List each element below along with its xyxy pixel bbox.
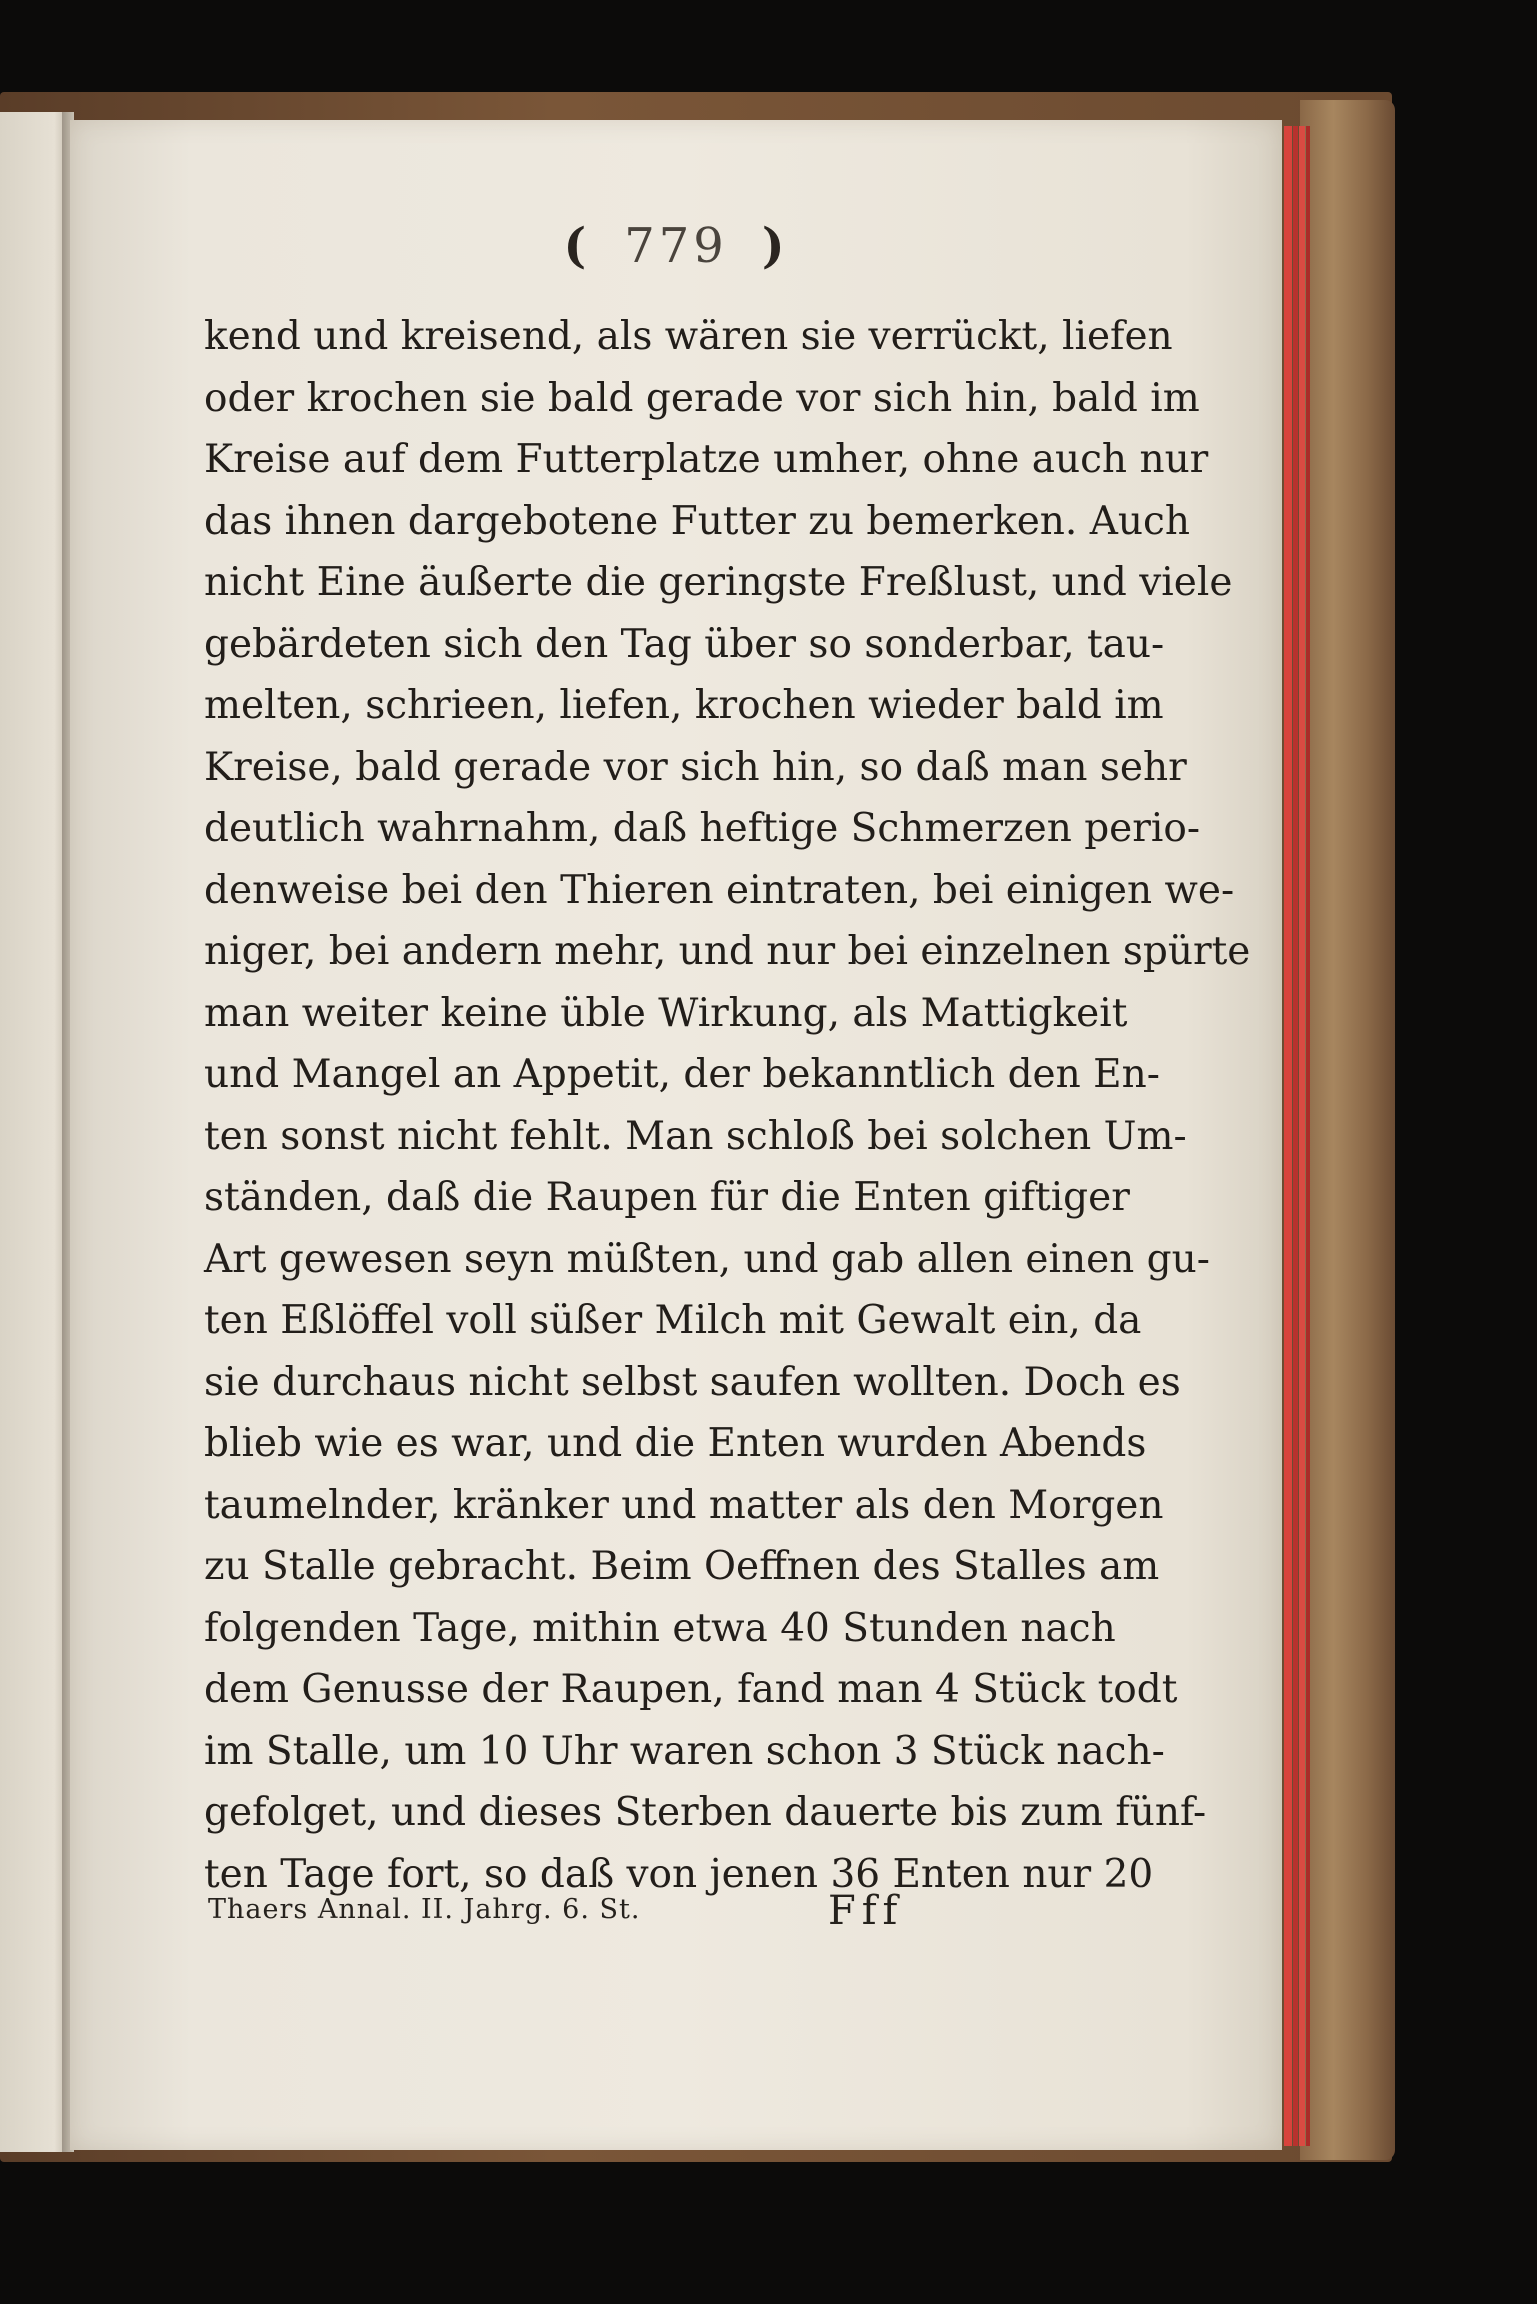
- text-line: ten Tage fort, so daß von jenen 36 Enten nur 20: [204, 1851, 1154, 1897]
- red-page-edge: [1293, 126, 1298, 2146]
- text-line: denweise bei den Thieren eintraten, bei einigen we-: [204, 867, 1235, 913]
- text-line: das ihnen dargebotene Futter zu bemerken. Auch: [204, 498, 1190, 544]
- text-line: melten, schrieen, liefen, krochen wieder bald im: [204, 683, 1164, 728]
- signature-title: Thaers Annal. II. Jahrg. 6. St.: [208, 1894, 641, 1925]
- text-line: Art gewesen seyn müßten, und gab allen einen gu-: [204, 1236, 1210, 1282]
- text-line: gebärdeten sich den Tag über so sonderbar, tau-: [204, 621, 1165, 667]
- text-line: deutlich wahrnahm, daß heftige Schmerzen perio-: [204, 806, 1201, 851]
- text-line: zu Stalle gebracht. Beim Oeffnen des Stalles am: [204, 1544, 1160, 1589]
- text-line: blieb wie es war, und die Enten wurden Abends: [204, 1421, 1147, 1466]
- text-line: dem Genusse der Raupen, fand man 4 Stück todt: [204, 1667, 1178, 1712]
- paren-close: ): [761, 218, 789, 274]
- text-line: und Mangel an Appetit, der bekanntlich den En-: [204, 1052, 1160, 1097]
- red-page-edge: [1284, 126, 1292, 2146]
- text-line: Kreise, bald gerade vor sich hin, so daß man sehr: [204, 744, 1187, 790]
- text-line: taumelnder, kränker und matter als den Morgen: [204, 1482, 1164, 1528]
- page-number-header: [70, 218, 1282, 274]
- body-text: [204, 306, 1251, 1905]
- facing-page: [0, 112, 68, 2152]
- page-footer: [208, 1888, 1108, 1948]
- cover-edge: [1300, 100, 1395, 2160]
- signature-mark: Fff: [828, 1888, 904, 1934]
- text-line: niger, bei andern mehr, und nur bei einzelnen spürte: [204, 929, 1251, 974]
- text-line: folgenden Tage, mithin etwa 40 Stunden nach: [204, 1605, 1116, 1651]
- text-line: gefolget, und dieses Sterben dauerte bis zum fünf-: [204, 1790, 1207, 1835]
- text-line: oder krochen sie bald gerade vor sich hin, bald im: [204, 375, 1200, 421]
- text-line: sie durchaus nicht selbst saufen wollten. Doch es: [204, 1359, 1181, 1405]
- paren-open: (: [563, 218, 591, 274]
- text-line: nicht Eine äußerte die geringste Freßlust, und viele: [204, 560, 1233, 605]
- page-number: 779: [624, 218, 728, 274]
- text-line: kend und kreisend, als wären sie verrückt, liefen: [204, 314, 1173, 359]
- text-line: man weiter keine üble Wirkung, als Mattigkeit: [204, 990, 1128, 1036]
- text-line: ten sonst nicht fehlt. Man schloß bei solchen Um-: [204, 1113, 1187, 1159]
- red-page-edge: [1306, 126, 1310, 2146]
- text-line: Kreise auf dem Futterplatze umher, ohne auch nur: [204, 437, 1209, 482]
- text-line: ständen, daß die Raupen für die Enten giftiger: [204, 1175, 1130, 1220]
- red-page-edge: [1299, 126, 1305, 2146]
- text-line: im Stalle, um 10 Uhr waren schon 3 Stück nach-: [204, 1728, 1165, 1774]
- text-line: ten Eßlöffel voll süßer Milch mit Gewalt ein, da: [204, 1298, 1142, 1343]
